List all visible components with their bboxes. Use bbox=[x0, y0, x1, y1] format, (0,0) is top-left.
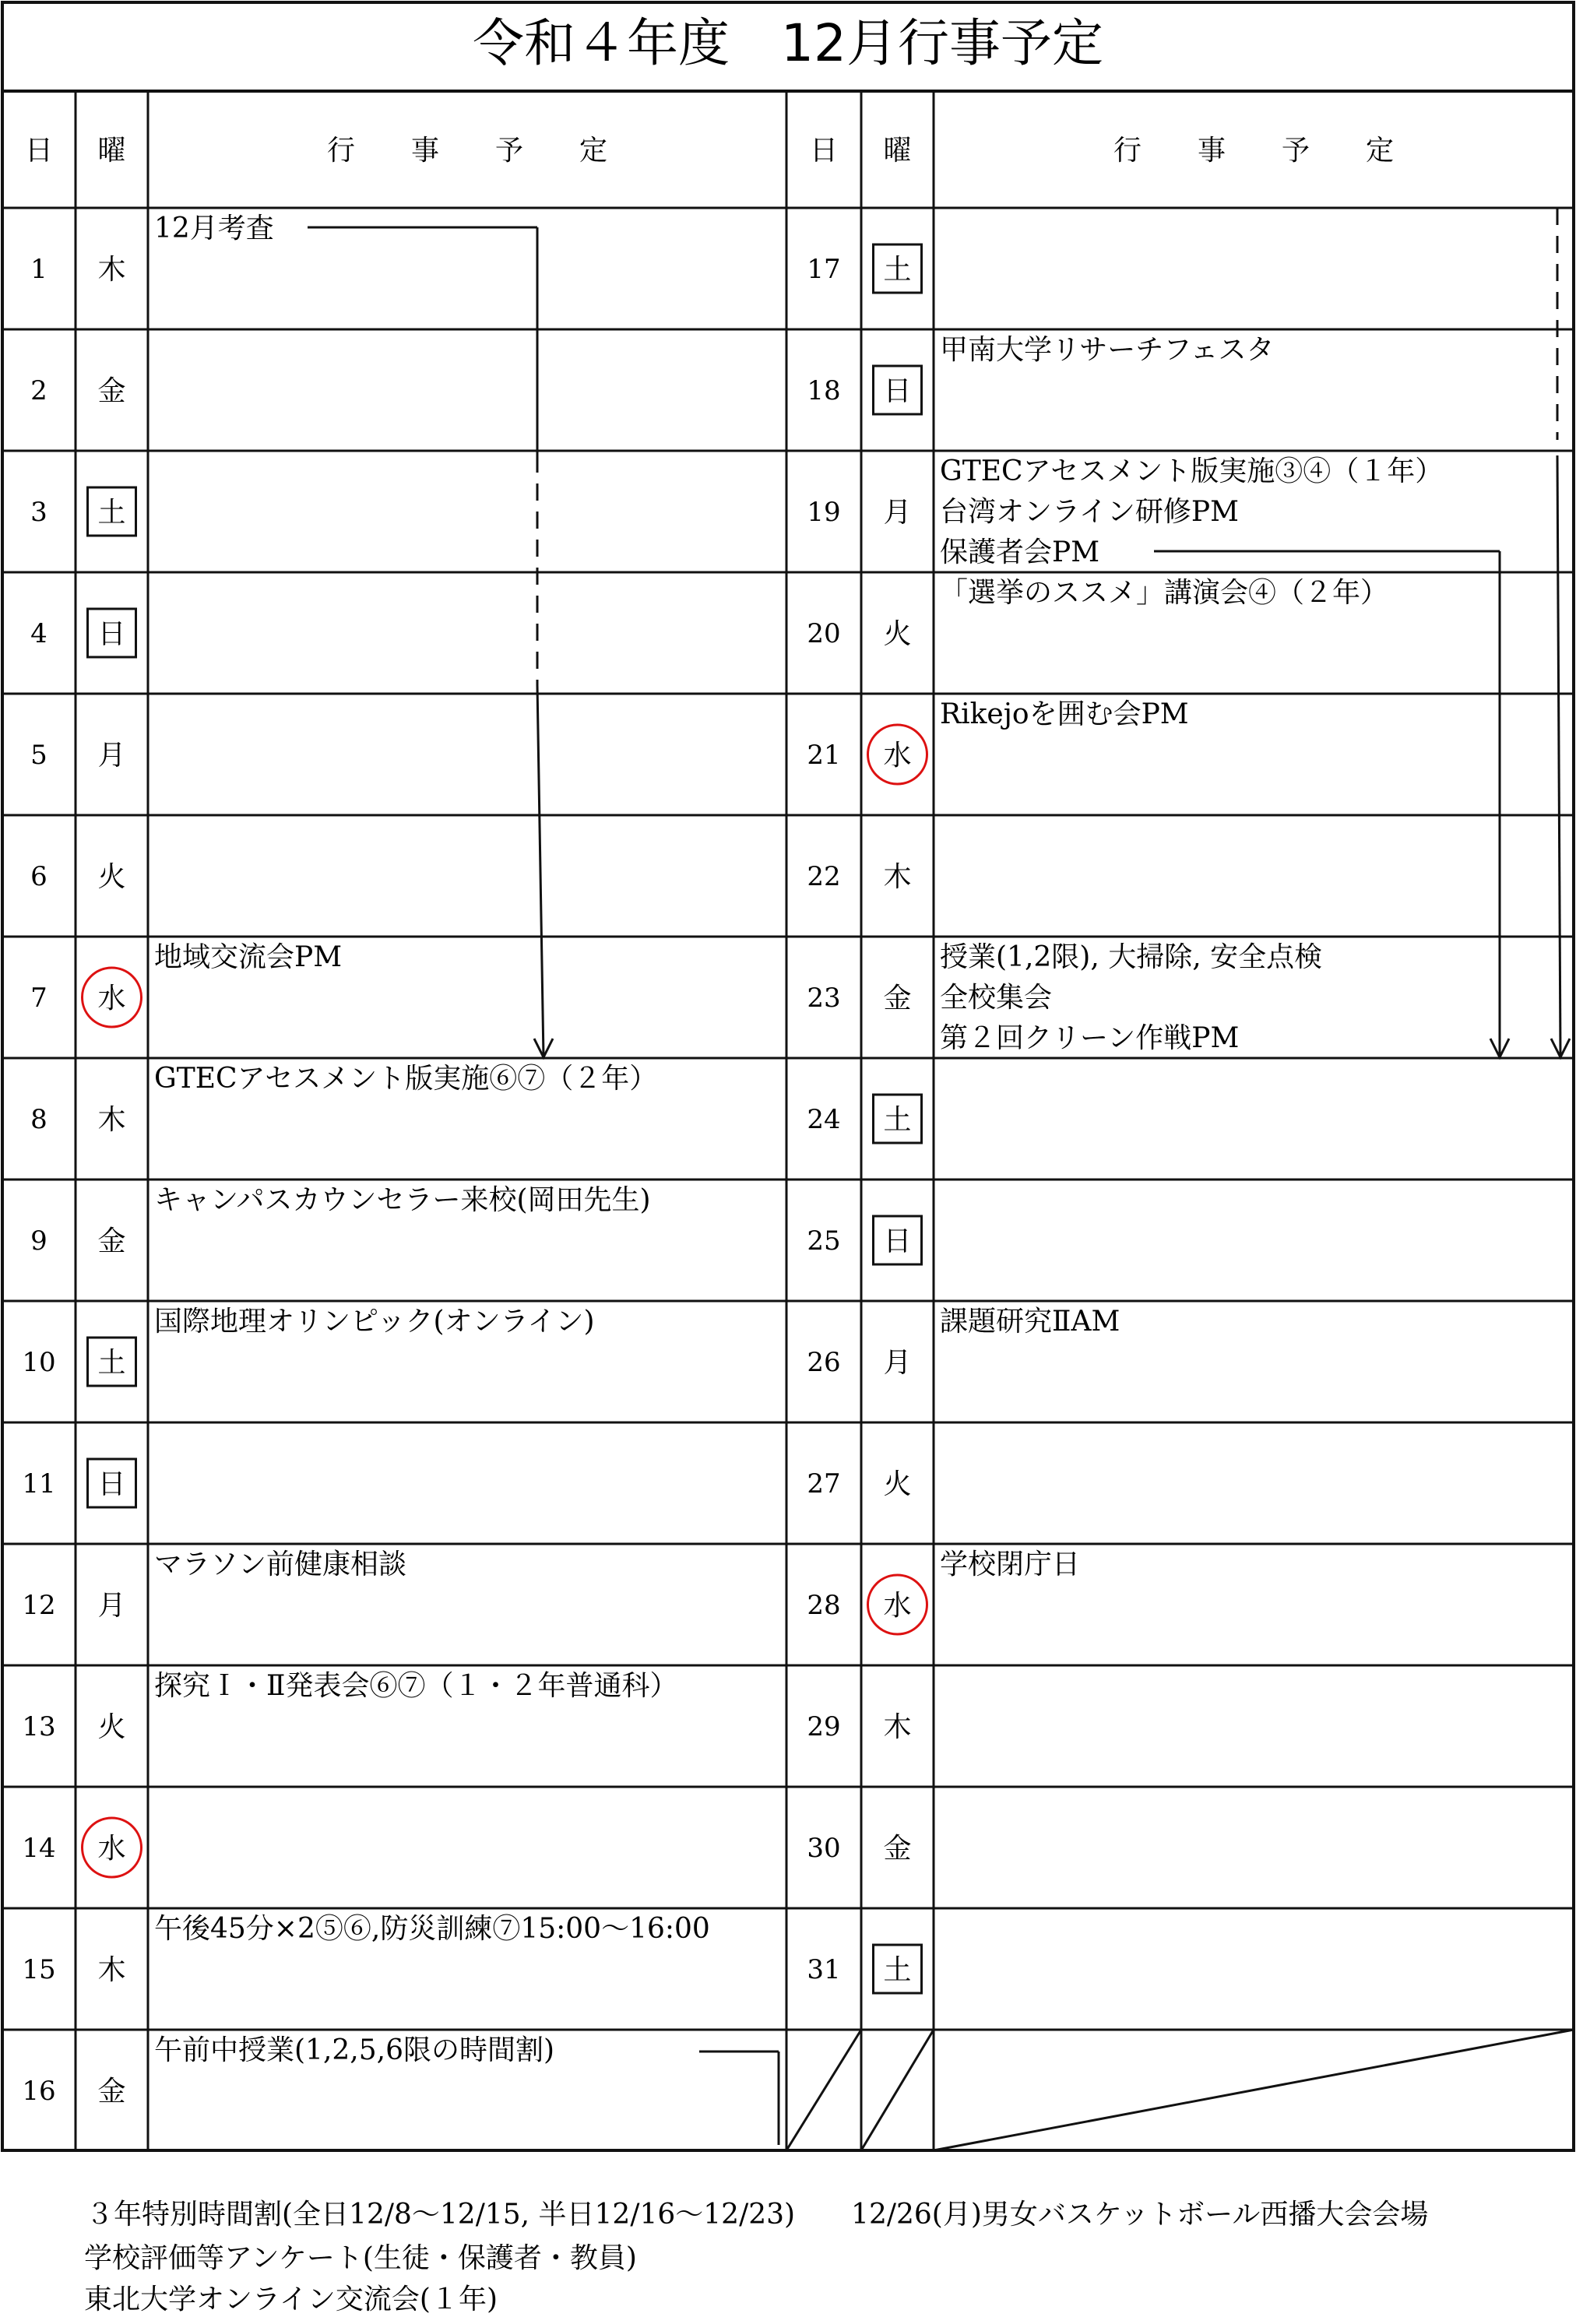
weekday: 水 bbox=[883, 740, 912, 772]
footer-note: 学校評価等アンケート(生徒・保護者・教員) bbox=[84, 2242, 637, 2274]
table-row bbox=[22, 1459, 135, 1507]
event-text: 甲南大学リサーチフェスタ bbox=[940, 334, 1275, 366]
table-row bbox=[807, 1549, 1080, 1634]
table-row bbox=[807, 1468, 911, 1500]
weekday: 土 bbox=[883, 1954, 912, 1986]
weekday: 火 bbox=[97, 1711, 126, 1743]
arrow-line bbox=[537, 685, 544, 1057]
weekday: 月 bbox=[883, 497, 912, 529]
table-row bbox=[807, 941, 1322, 1054]
event-text: 地域交流会PM bbox=[154, 941, 343, 973]
day-number: 20 bbox=[807, 618, 841, 649]
header-weekday: 曜 bbox=[97, 135, 126, 167]
weekday: 火 bbox=[883, 1468, 912, 1500]
weekday: 日 bbox=[97, 618, 126, 650]
event-text: 課題研究ⅡAM bbox=[940, 1306, 1120, 1338]
event-text: 第２回クリーン作戦PM bbox=[940, 1022, 1240, 1054]
event-text: GTECアセスメント版実施⑥⑦（２年） bbox=[154, 1063, 658, 1095]
weekday: 水 bbox=[97, 983, 126, 1014]
footer-note: ３年特別時間割(全日12/8～12/15, 半日12/16～12/23) 12/26(月)男女バスケットボール西播大会会場 bbox=[86, 2199, 1429, 2231]
day-number: 18 bbox=[807, 375, 841, 406]
day-number: 1 bbox=[30, 254, 47, 285]
day-number: 2 bbox=[30, 375, 47, 406]
table-row bbox=[807, 577, 1388, 650]
day-number: 7 bbox=[30, 983, 47, 1014]
day-number: 12 bbox=[22, 1590, 56, 1621]
table-row bbox=[807, 1833, 911, 1865]
table-row bbox=[30, 487, 135, 536]
day-number: 9 bbox=[30, 1225, 47, 1257]
event-text: マラソン前健康相談 bbox=[154, 1549, 407, 1580]
day-number: 19 bbox=[807, 497, 841, 528]
header-events: 行 事 予 定 bbox=[326, 135, 608, 167]
event-text: 全校集会 bbox=[940, 982, 1053, 1014]
event-text: 「選挙のススメ」講演会④（２年） bbox=[940, 577, 1389, 609]
table-row bbox=[30, 941, 342, 1027]
table-row bbox=[807, 244, 921, 293]
day-number: 28 bbox=[807, 1590, 841, 1621]
event-text: 授業(1,2限), 大掃除, 安全点検 bbox=[940, 941, 1323, 973]
table-row bbox=[30, 213, 274, 286]
diagonal-slash bbox=[861, 2030, 934, 2150]
table-row bbox=[22, 1913, 709, 1986]
day-number: 31 bbox=[807, 1954, 841, 1985]
table-rows bbox=[22, 213, 1443, 2108]
table-row bbox=[807, 1711, 911, 1743]
weekday: 土 bbox=[883, 1104, 912, 1136]
day-number: 17 bbox=[807, 254, 841, 285]
day-number: 8 bbox=[30, 1104, 47, 1135]
weekday: 金 bbox=[97, 1225, 126, 1257]
day-number: 29 bbox=[807, 1711, 841, 1742]
day-number: 5 bbox=[30, 740, 47, 771]
table-row bbox=[30, 375, 125, 407]
table-row bbox=[30, 861, 125, 893]
table-row bbox=[22, 1306, 594, 1386]
table-row bbox=[22, 2034, 554, 2108]
event-text: 探究Ｉ・Ⅱ発表会⑥⑦（１・２年普通科） bbox=[154, 1670, 678, 1702]
event-text: キャンパスカウンセラー来校(岡田先生) bbox=[154, 1184, 651, 1216]
event-text: 学校閉庁日 bbox=[940, 1549, 1081, 1580]
weekday: 日 bbox=[97, 1468, 126, 1500]
day-number: 26 bbox=[807, 1347, 841, 1378]
event-text: GTECアセスメント版実施③④（１年） bbox=[940, 455, 1444, 487]
day-number: 30 bbox=[807, 1833, 841, 1864]
weekday: 金 bbox=[883, 983, 912, 1014]
header-weekday-right: 曜 bbox=[883, 135, 912, 167]
table-row bbox=[807, 1095, 921, 1143]
weekday: 木 bbox=[97, 1104, 126, 1136]
weekday: 木 bbox=[883, 1711, 912, 1743]
header-events-right: 行 事 予 定 bbox=[1113, 135, 1395, 167]
weekday: 土 bbox=[883, 254, 912, 286]
day-number: 4 bbox=[30, 618, 47, 649]
day-number: 6 bbox=[30, 861, 47, 892]
day-number: 10 bbox=[22, 1347, 56, 1378]
event-span-arrows bbox=[308, 208, 1570, 2145]
weekday: 月 bbox=[883, 1347, 912, 1379]
day-number: 27 bbox=[807, 1468, 841, 1500]
footer-notes bbox=[84, 2199, 1428, 2315]
page-title: 令和４年度 12月行事予定 bbox=[473, 13, 1103, 73]
weekday: 火 bbox=[97, 861, 126, 893]
day-number: 11 bbox=[22, 1468, 56, 1500]
weekday: 土 bbox=[97, 1347, 126, 1379]
table-row bbox=[807, 1945, 921, 1993]
table-header bbox=[25, 135, 1394, 167]
table-row bbox=[807, 1306, 1120, 1379]
weekday: 金 bbox=[97, 2076, 126, 2108]
diagonal-slash bbox=[786, 2030, 861, 2150]
weekday: 月 bbox=[97, 740, 126, 772]
day-number: 22 bbox=[807, 861, 841, 892]
day-number: 14 bbox=[22, 1833, 56, 1864]
weekday: 木 bbox=[97, 254, 126, 286]
table-row bbox=[30, 740, 125, 772]
diagonal-slash bbox=[934, 2030, 1574, 2150]
day-number: 25 bbox=[807, 1225, 841, 1257]
table-row bbox=[807, 334, 1274, 414]
weekday: 日 bbox=[883, 1225, 912, 1257]
weekday: 火 bbox=[883, 618, 912, 650]
weekday: 木 bbox=[97, 1954, 126, 1986]
table-row bbox=[22, 1818, 141, 1877]
header-day: 日 bbox=[24, 135, 54, 167]
table-row bbox=[807, 1216, 921, 1264]
event-text: 12月考査 bbox=[154, 213, 274, 244]
event-text: 保護者会PM bbox=[940, 536, 1100, 568]
weekday: 水 bbox=[97, 1833, 126, 1865]
table-row bbox=[807, 698, 1188, 784]
table-row bbox=[30, 1063, 657, 1136]
event-text: Rikejoを囲む会PM bbox=[940, 698, 1189, 730]
weekday: 日 bbox=[883, 375, 912, 407]
table-row bbox=[22, 1549, 406, 1622]
weekday: 金 bbox=[883, 1833, 912, 1865]
weekday: 水 bbox=[883, 1590, 912, 1622]
event-text: 国際地理オリンピック(オンライン) bbox=[154, 1306, 595, 1338]
day-number: 24 bbox=[807, 1104, 841, 1135]
arrow-line bbox=[1557, 455, 1560, 1057]
day-number: 3 bbox=[30, 497, 47, 528]
header-day-right: 日 bbox=[809, 135, 839, 167]
weekday: 土 bbox=[97, 497, 126, 529]
table-row bbox=[807, 861, 911, 893]
event-text: 台湾オンライン研修PM bbox=[940, 496, 1240, 528]
footer-note: 東北大学オンライン交流会(１年) bbox=[84, 2284, 498, 2315]
event-text: 午前中授業(1,2,5,6限の時間割) bbox=[154, 2034, 555, 2066]
table-row bbox=[30, 609, 135, 657]
day-number: 21 bbox=[807, 740, 841, 771]
weekday: 月 bbox=[97, 1590, 126, 1622]
event-text: 午後45分×2⑤⑥,防災訓練⑦15:00～16:00 bbox=[154, 1913, 710, 1945]
day-number: 16 bbox=[22, 2076, 56, 2107]
day-number: 13 bbox=[22, 1711, 56, 1742]
day-number: 23 bbox=[807, 983, 841, 1014]
weekday: 金 bbox=[97, 375, 126, 407]
day-number: 15 bbox=[22, 1954, 56, 1985]
table-row bbox=[30, 1184, 650, 1257]
weekday: 木 bbox=[883, 861, 912, 893]
table-row bbox=[22, 1670, 677, 1743]
